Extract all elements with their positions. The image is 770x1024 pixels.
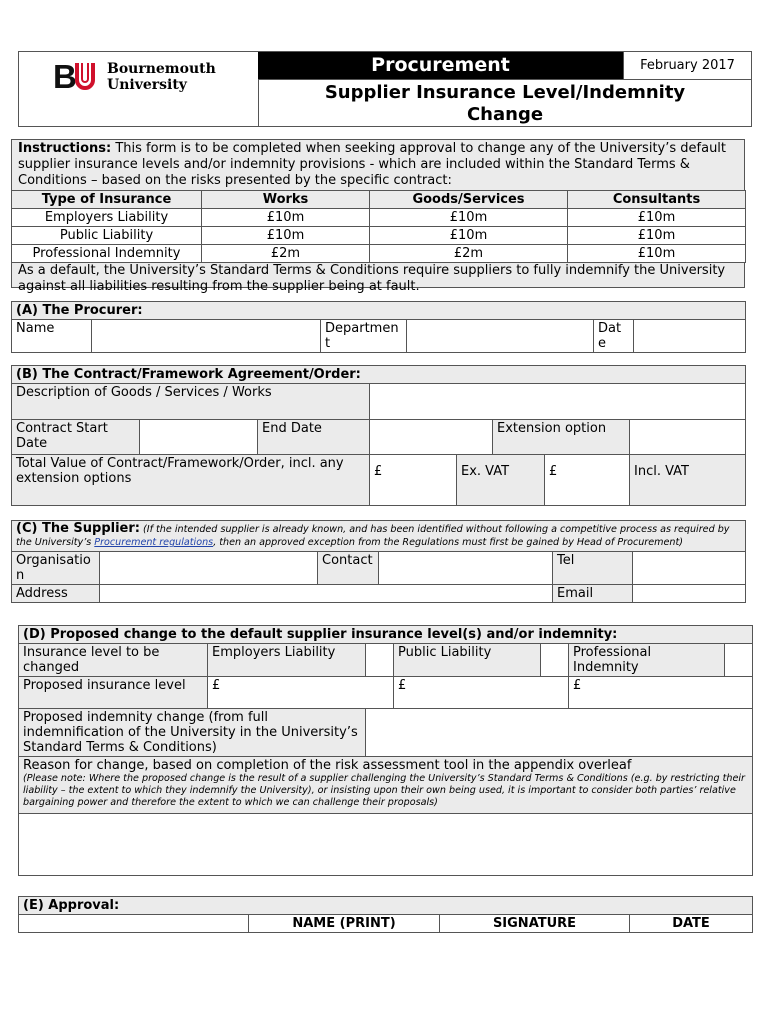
table-cell: £10m — [568, 209, 746, 227]
section-e-title: (E) Approval: — [19, 897, 753, 915]
name-label: Name — [12, 320, 92, 353]
proposed-level-label: Proposed insurance level — [19, 677, 208, 709]
indemnity-change-label: Proposed indemnity change (from full indemnification of the University in the University’s Standard Terms & Conditions) — [19, 709, 366, 757]
currency-symbol: £ — [212, 678, 221, 693]
table-cell: £10m — [568, 227, 746, 245]
reason-field[interactable] — [19, 814, 753, 876]
date-text: February 2017 — [640, 58, 735, 73]
start-date-label: Contract Start Date — [12, 420, 140, 455]
end-date-label: End Date — [258, 420, 370, 455]
logo-line-2: University — [107, 77, 187, 93]
reason-header — [19, 757, 753, 814]
table-cell: Public Liability — [12, 227, 202, 245]
bu-logo-mark-icon — [53, 60, 101, 92]
tel-label: Tel — [553, 552, 633, 585]
col-signature: SIGNATURE — [440, 915, 630, 933]
header — [18, 51, 752, 127]
table-cell: £10m — [568, 245, 746, 263]
employers-liability-checkbox[interactable] — [366, 644, 394, 677]
email-field[interactable] — [633, 585, 746, 603]
header-subtitle — [258, 79, 751, 126]
total-value-label: Total Value of Contract/Framework/Order, incl. any extension options — [12, 455, 370, 506]
logo-line-1: Bournemouth — [107, 61, 216, 77]
indemnity-change-field[interactable] — [366, 709, 753, 757]
col-works: Works — [202, 191, 370, 209]
extension-label: Extension option — [493, 420, 630, 455]
tel-field[interactable] — [633, 552, 746, 585]
address-field[interactable] — [100, 585, 553, 603]
col-consultants: Consultants — [568, 191, 746, 209]
table-row — [12, 245, 746, 263]
section-b — [11, 365, 745, 508]
proposed-professional-field[interactable] — [569, 677, 753, 709]
section-c-note: (If the intended supplier is already known, and has been identified without following a competitive process as required by the University’s — [16, 524, 730, 548]
professional-indemnity-option: Professional Indemnity — [569, 644, 725, 677]
table-cell: £2m — [370, 245, 568, 263]
start-date-field[interactable] — [140, 420, 258, 455]
procurement-regulations-link[interactable]: Procurement regulations — [94, 537, 214, 548]
table-cell: £10m — [202, 209, 370, 227]
extension-field[interactable] — [630, 420, 746, 455]
page-title: Procurement — [371, 54, 510, 76]
reason-note: (Please note: Where the proposed change is the result of a supplier challenging the University’s Standard Terms & Conditions (e.g. by restricting their liability – the extent to which they indemnify the University), or insisting upon their own being used, it is important to consider both parties’ relative bargaining power and therefore the extent to which we can challenge their proposals) — [23, 773, 745, 808]
col-date: DATE — [630, 915, 753, 933]
logo — [53, 60, 253, 94]
instructions-body: This form is to be completed when seeking approval to change any of the University’s default supplier insurance levels and/or indemnity provisions - which are included within the Standard Terms & Conditions – based on the risks presented by the specific contract: — [18, 141, 727, 188]
contact-field[interactable] — [379, 552, 553, 585]
table-cell: Employers Liability — [12, 209, 202, 227]
professional-indemnity-checkbox[interactable] — [725, 644, 753, 677]
section-c-note-end: , then an approved exception from the Regulations must first be gained by Head of Procurement) — [213, 537, 683, 548]
col-type: Type of Insurance — [12, 191, 202, 209]
table-cell: £10m — [370, 209, 568, 227]
col-goods: Goods/Services — [370, 191, 568, 209]
date-label: Date — [594, 320, 634, 353]
reason-label: Reason for change, based on completion of the risk assessment tool in the appendix overleaf — [23, 758, 632, 773]
public-liability-option: Public Liability — [394, 644, 541, 677]
contact-label: Contact — [318, 552, 379, 585]
table-cell: Professional Indemnity — [12, 245, 202, 263]
proposed-employers-field[interactable] — [208, 677, 394, 709]
approval-role-cell — [19, 915, 249, 933]
inc-vat-label: Incl. VAT — [630, 455, 746, 506]
insurance-table-header — [12, 191, 746, 209]
svg-text:B: B — [53, 60, 77, 92]
currency-symbol: £ — [374, 464, 383, 479]
level-change-label: Insurance level to be changed — [19, 644, 208, 677]
public-liability-checkbox[interactable] — [541, 644, 569, 677]
ex-vat-label: Ex. VAT — [457, 455, 545, 506]
section-c-title: (C) The Supplier: — [16, 521, 140, 536]
value-inc-vat-field[interactable] — [545, 455, 630, 506]
table-cell: £10m — [370, 227, 568, 245]
insurance-table — [11, 190, 746, 263]
proposed-public-field[interactable] — [394, 677, 569, 709]
section-c-header — [12, 521, 746, 552]
col-name-print: NAME (PRINT) — [249, 915, 440, 933]
instructions-box — [11, 139, 745, 294]
header-date — [623, 52, 751, 79]
organisation-label: Organisation — [12, 552, 100, 585]
section-c — [11, 520, 745, 612]
section-b-title: (B) The Contract/Framework Agreement/Order: — [12, 366, 746, 384]
table-cell: £2m — [202, 245, 370, 263]
address-label: Address — [12, 585, 100, 603]
instructions-label: Instructions: — [18, 141, 112, 156]
currency-symbol: £ — [398, 678, 407, 693]
description-label: Description of Goods / Services / Works — [12, 384, 370, 420]
form-subtitle: Supplier Insurance Level/Indemnity Change — [324, 82, 686, 125]
end-date-field[interactable] — [370, 420, 493, 455]
procurer-name-field[interactable] — [92, 320, 321, 353]
description-field[interactable] — [370, 384, 746, 420]
table-row — [12, 209, 746, 227]
header-title-bar — [258, 52, 623, 79]
section-d-title: (D) Proposed change to the default supplier insurance level(s) and/or indemnity: — [19, 626, 753, 644]
currency-symbol: £ — [549, 464, 558, 479]
section-a — [11, 301, 745, 351]
organisation-field[interactable] — [100, 552, 318, 585]
section-e — [18, 896, 752, 938]
section-a-title: (A) The Procurer: — [12, 302, 746, 320]
instructions-text — [12, 140, 744, 190]
procurer-date-field[interactable] — [634, 320, 746, 353]
department-field[interactable] — [407, 320, 594, 353]
instructions-footer: As a default, the University’s Standard Terms & Conditions require suppliers to fully indemnify the University against all liabilities resulting from the supplier being at fault. — [18, 263, 726, 294]
employers-liability-option: Employers Liability — [208, 644, 366, 677]
currency-symbol: £ — [573, 678, 582, 693]
table-row — [12, 227, 746, 245]
table-cell: £10m — [202, 227, 370, 245]
department-label: Department — [321, 320, 407, 353]
email-label: Email — [553, 585, 633, 603]
value-ex-vat-field[interactable] — [370, 455, 457, 506]
section-d — [18, 625, 752, 885]
